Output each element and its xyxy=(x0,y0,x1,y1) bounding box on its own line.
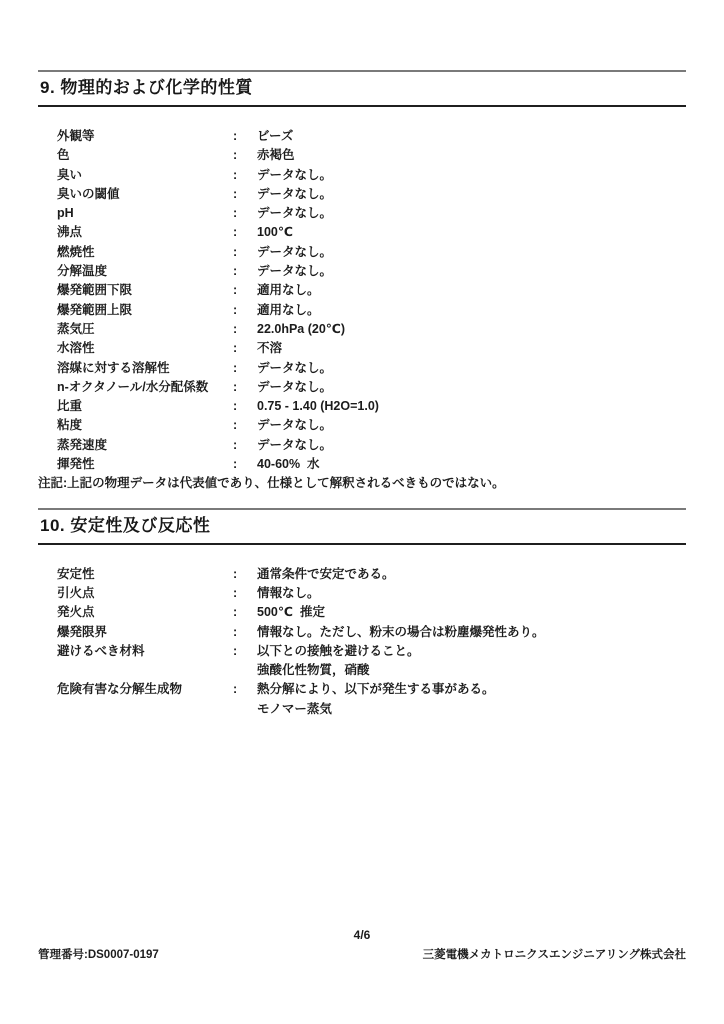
colon-separator: : xyxy=(233,129,238,143)
property-value-line: データなし。 xyxy=(257,244,333,259)
property-label: 避けるべき材料 xyxy=(57,643,145,658)
property-value xyxy=(257,301,686,320)
property-row xyxy=(38,204,686,223)
colon-separator: : xyxy=(233,167,238,182)
property-value xyxy=(257,565,686,584)
colon-separator: : xyxy=(233,360,238,375)
property-row xyxy=(38,359,686,378)
property-value-line: 不溶 xyxy=(257,341,283,356)
property-label: 危険有害な分解生成物 xyxy=(57,682,183,697)
property-value-line: データなし。 xyxy=(257,360,333,375)
property-row xyxy=(38,146,686,165)
colon-separator: : xyxy=(233,186,238,201)
property-row xyxy=(38,320,686,339)
colon-separator: : xyxy=(233,244,238,259)
property-label: 爆発範囲上限 xyxy=(57,302,133,317)
property-row xyxy=(38,436,686,455)
property-list xyxy=(38,127,686,474)
colon-separator: : xyxy=(233,457,238,472)
property-label: 燃焼性 xyxy=(57,244,95,259)
property-label: 蒸発速度 xyxy=(57,437,108,452)
colon-separator: : xyxy=(233,264,238,279)
footer-doc-number: 管理番号:DS0007-0197 xyxy=(38,949,159,961)
property-value xyxy=(257,166,686,185)
property-row xyxy=(38,166,686,185)
property-value xyxy=(257,127,686,146)
property-value-line: 500℃ 推定 xyxy=(257,605,325,620)
property-value-line: データなし。 xyxy=(257,379,333,394)
colon-separator: : xyxy=(233,624,238,639)
footer xyxy=(38,946,686,962)
property-row xyxy=(38,339,686,358)
property-label: 比重 xyxy=(57,399,83,414)
property-label: pH xyxy=(57,206,74,221)
property-label: 外観等 xyxy=(57,129,95,143)
property-label: 引火点 xyxy=(57,585,95,600)
property-label: 色 xyxy=(57,148,70,163)
property-value xyxy=(257,436,686,455)
property-row xyxy=(38,642,686,681)
property-value-line: 熱分解により、以下が発生する事がある。 xyxy=(257,682,495,697)
property-label: 臭いの閾値 xyxy=(57,186,120,201)
property-list xyxy=(38,565,686,719)
property-row xyxy=(38,623,686,642)
colon-separator: : xyxy=(233,643,238,658)
property-row xyxy=(38,680,686,719)
property-value xyxy=(257,680,686,719)
property-value-line: 100℃ xyxy=(257,225,293,240)
property-value xyxy=(257,262,686,281)
property-value xyxy=(257,185,686,204)
property-label: 粘度 xyxy=(57,418,83,433)
colon-separator: : xyxy=(233,283,238,298)
property-value-line: 22.0hPa (20℃) xyxy=(257,321,346,336)
property-value-line: データなし。 xyxy=(257,186,333,201)
property-row xyxy=(38,185,686,204)
property-value xyxy=(257,281,686,300)
colon-separator: : xyxy=(233,321,238,336)
property-value-line: データなし。 xyxy=(257,206,333,221)
property-row xyxy=(38,397,686,416)
colon-separator: : xyxy=(233,399,238,414)
colon-separator: : xyxy=(233,585,238,600)
property-label: 水溶性 xyxy=(57,341,95,356)
colon-separator: : xyxy=(233,605,238,620)
property-value-line: データなし。 xyxy=(257,167,333,182)
property-value xyxy=(257,378,686,397)
property-value xyxy=(257,359,686,378)
property-value xyxy=(257,642,686,681)
section-heading: 10. 安定性及び反応性 xyxy=(38,508,686,545)
colon-separator: : xyxy=(233,682,238,697)
property-label: 爆発範囲下限 xyxy=(57,283,133,298)
property-value-line: 適用なし。 xyxy=(257,302,320,317)
sections-container xyxy=(38,70,686,719)
property-value xyxy=(257,243,686,262)
property-value xyxy=(257,397,686,416)
property-label: 蒸気圧 xyxy=(57,321,95,336)
property-value-line: 情報なし。ただし、粉末の場合は粉塵爆発性あり。 xyxy=(257,624,545,639)
colon-separator: : xyxy=(233,566,238,581)
property-row xyxy=(38,584,686,603)
property-value xyxy=(257,339,686,358)
property-value xyxy=(257,584,686,603)
property-value-line: データなし。 xyxy=(257,264,333,279)
property-value-line: 強酸化性物質，硝酸 xyxy=(257,663,370,678)
property-label: 臭い xyxy=(57,167,83,182)
colon-separator: : xyxy=(233,302,238,317)
colon-separator: : xyxy=(233,437,238,452)
colon-separator: : xyxy=(233,148,238,163)
property-value xyxy=(257,603,686,622)
property-label: 沸点 xyxy=(57,225,83,240)
property-value-line: 通常条件で安定である。 xyxy=(257,566,395,581)
property-label: 安定性 xyxy=(57,566,95,581)
property-value-line: データなし。 xyxy=(257,418,333,433)
section-stability-reactivity xyxy=(38,508,686,719)
property-value-line: 適用なし。 xyxy=(257,283,320,298)
property-row xyxy=(38,243,686,262)
property-row xyxy=(38,281,686,300)
property-label: 揮発性 xyxy=(57,457,95,472)
colon-separator: : xyxy=(233,418,238,433)
property-row xyxy=(38,565,686,584)
colon-separator: : xyxy=(233,225,238,240)
property-value-line: 40-60% 水 xyxy=(257,457,320,472)
property-value xyxy=(257,455,686,474)
property-row xyxy=(38,127,686,146)
footer-page-number: 4/6 xyxy=(353,928,371,942)
property-value-line: データなし。 xyxy=(257,437,333,452)
property-row xyxy=(38,455,686,474)
property-row xyxy=(38,262,686,281)
colon-separator: : xyxy=(233,341,238,356)
property-label: 分解温度 xyxy=(57,264,108,279)
property-label: 爆発限界 xyxy=(57,624,108,639)
property-row xyxy=(38,603,686,622)
property-value xyxy=(257,223,686,242)
property-value xyxy=(257,146,686,165)
property-value-line: 以下との接触を避けること。 xyxy=(257,643,420,658)
property-value xyxy=(257,204,686,223)
property-label: n-オクタノール/水分配係数 xyxy=(57,379,209,394)
property-value xyxy=(257,416,686,435)
property-value-line: モノマー蒸気 xyxy=(257,701,332,716)
property-row xyxy=(38,223,686,242)
property-label: 発火点 xyxy=(57,605,95,620)
colon-separator: : xyxy=(233,379,238,394)
section-physical-chemical-properties xyxy=(38,70,686,494)
property-value-line: 情報なし。 xyxy=(257,585,320,600)
section-note: 注記:上記の物理データは代表値であり、仕様として解釈されるべきものではない。 xyxy=(38,476,505,491)
colon-separator: : xyxy=(233,206,238,221)
section-heading: 9. 物理的および化学的性質 xyxy=(38,70,686,107)
property-label: 溶媒に対する溶解性 xyxy=(57,360,170,375)
property-row xyxy=(38,378,686,397)
property-value-line: ビーズ xyxy=(257,129,294,143)
property-row xyxy=(38,301,686,320)
property-value xyxy=(257,623,686,642)
property-value-line: 0.75 - 1.40 (H2O=1.0) xyxy=(257,399,379,414)
property-row xyxy=(38,416,686,435)
footer-company-name: 三菱電機メカトロニクスエンジニアリング株式会社 xyxy=(422,949,686,961)
property-value xyxy=(257,320,686,339)
property-value-line: 赤褐色 xyxy=(257,148,295,163)
